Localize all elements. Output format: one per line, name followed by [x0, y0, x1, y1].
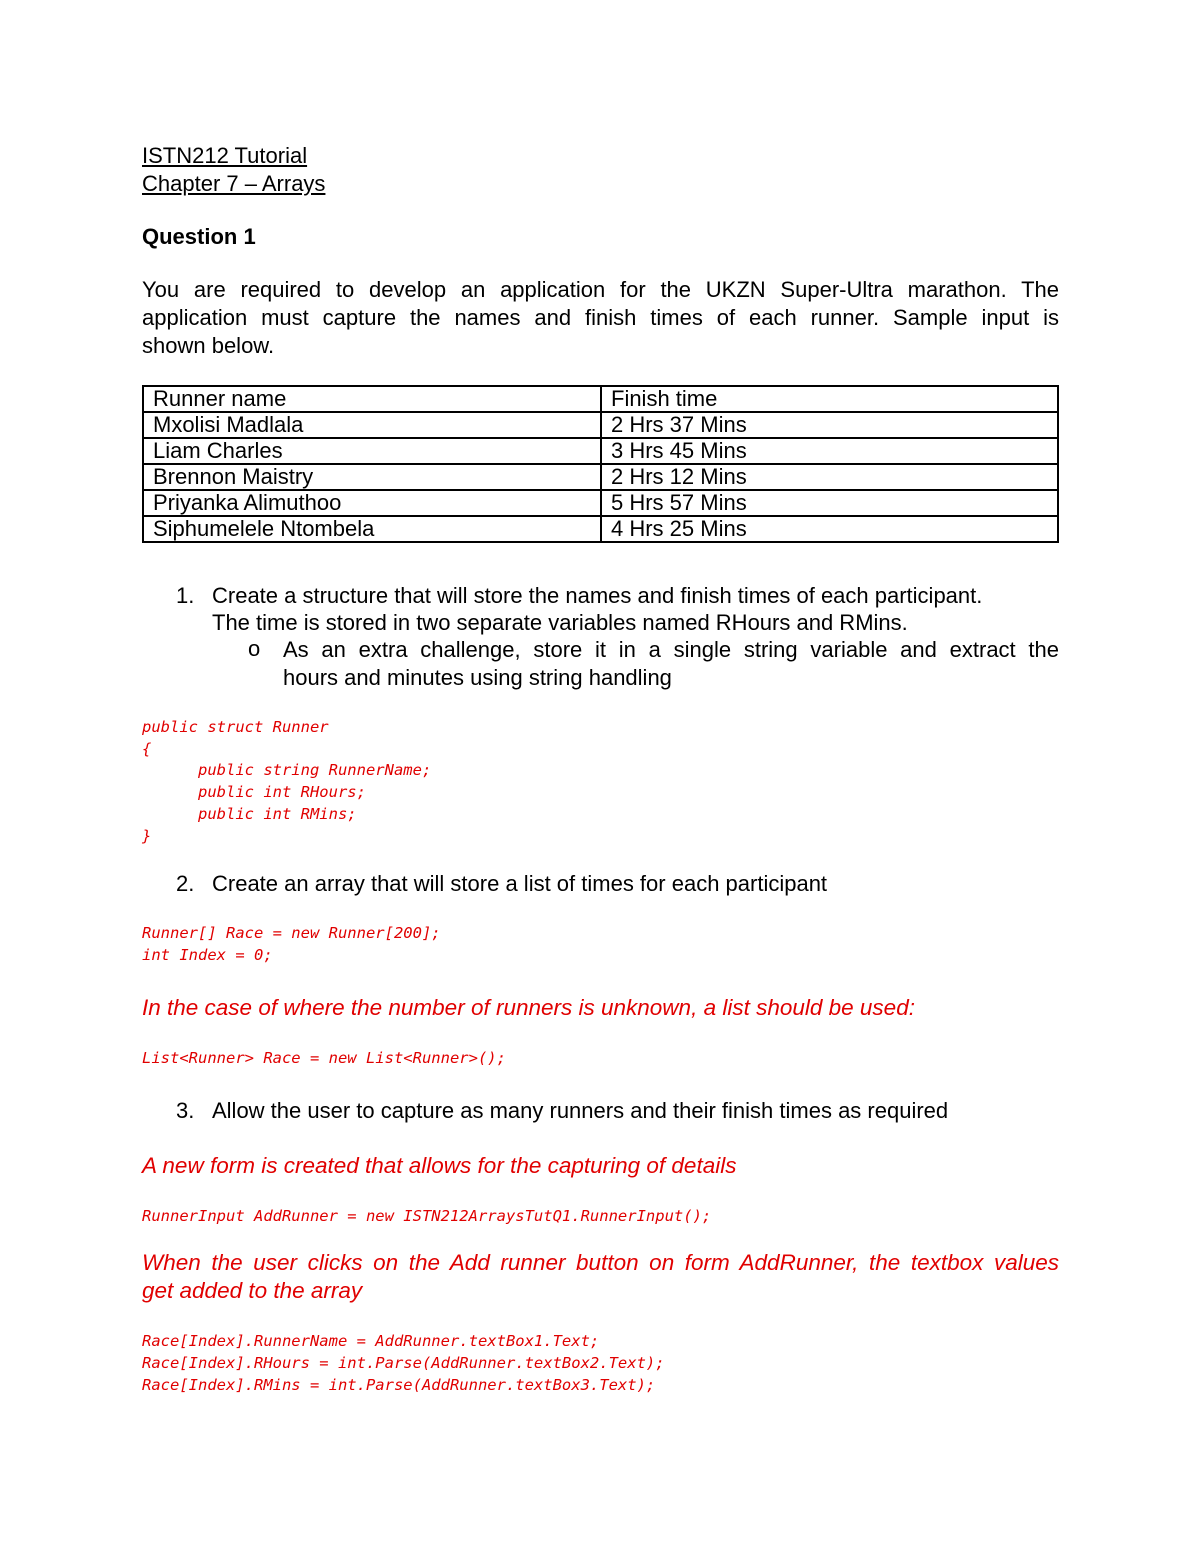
- code-line: Race[Index].RHours = int.Parse(AddRunner.textBox2.Text);: [142, 1354, 665, 1372]
- code-line: int Index = 0;: [142, 946, 273, 964]
- runner-name-cell: Siphumelele Ntombela: [143, 516, 601, 542]
- task-2-line-1: Create an array that will store a list of times for each participant: [212, 871, 828, 896]
- runner-name-cell: Mxolisi Madlala: [143, 412, 601, 438]
- task-3-line-1: Allow the user to capture as many runners and their finish times as required: [212, 1098, 949, 1123]
- intro-line-3: shown below.: [142, 333, 275, 358]
- sample-input-table: [142, 385, 1059, 543]
- code-line: Runner[] Race = new Runner[200];: [142, 924, 441, 942]
- task-number: 1.: [176, 583, 195, 608]
- code-line: }: [142, 827, 152, 845]
- code-line: {: [142, 740, 152, 758]
- code-line: public string RunnerName;: [142, 761, 432, 779]
- finish-time-cell: 5 Hrs 57 Mins: [601, 490, 1058, 516]
- runner-name-cell: Brennon Maistry: [143, 464, 601, 490]
- form-note: A new form is created that allows for the capturing of details: [142, 1153, 737, 1178]
- runner-name-cell: Liam Charles: [143, 438, 601, 464]
- code-line: public struct Runner: [142, 718, 329, 736]
- table-row: [143, 412, 1058, 438]
- table-header-cell: Runner name: [143, 386, 601, 412]
- task-1-sub-line-2: hours and minutes using string handling: [283, 665, 672, 690]
- intro-line-2: application must capture the names and finish times of each runner. Sample input is: [142, 305, 1059, 330]
- sub-bullet: o: [248, 636, 261, 661]
- code-line: Race[Index].RunnerName = AddRunner.textBox1.Text;: [142, 1332, 600, 1350]
- runner-name-cell: Priyanka Alimuthoo: [143, 490, 601, 516]
- click-note-line-2: get added to the array: [142, 1278, 363, 1303]
- table-row: [143, 490, 1058, 516]
- finish-time-cell: 3 Hrs 45 Mins: [601, 438, 1058, 464]
- finish-time-cell: 2 Hrs 37 Mins: [601, 412, 1058, 438]
- intro-line-1: You are required to develop an application for the UKZN Super-Ultra marathon. The: [142, 277, 1059, 302]
- course-title: ISTN212 Tutorial: [142, 143, 308, 168]
- table-header-cell: Finish time: [601, 386, 1058, 412]
- task-number: 3.: [176, 1098, 195, 1123]
- finish-time-cell: 2 Hrs 12 Mins: [601, 464, 1058, 490]
- code-line: public int RHours;: [142, 783, 366, 801]
- click-note-line-1: When the user clicks on the Add runner button on form AddRunner, the textbox values: [142, 1250, 1059, 1275]
- table-header-row: [143, 386, 1058, 412]
- code-line: RunnerInput AddRunner = new ISTN212ArraysTutQ1.RunnerInput();: [142, 1207, 712, 1225]
- code-line: Race[Index].RMins = int.Parse(AddRunner.textBox3.Text);: [142, 1376, 656, 1394]
- code-line: List<Runner> Race = new List<Runner>();: [142, 1049, 506, 1067]
- task-1-line-1: Create a structure that will store the names and finish times of each participant.: [212, 583, 983, 608]
- table-row: [143, 516, 1058, 542]
- task-1-sub-line-1: As an extra challenge, store it in a single string variable and extract the: [283, 637, 1059, 662]
- finish-time-cell: 4 Hrs 25 Mins: [601, 516, 1058, 542]
- question-title: Question 1: [142, 224, 256, 249]
- code-line: public int RMins;: [142, 805, 357, 823]
- table-row: [143, 438, 1058, 464]
- list-note: In the case of where the number of runners is unknown, a list should be used:: [142, 995, 915, 1020]
- task-1-line-2: The time is stored in two separate variables named RHours and RMins.: [212, 610, 908, 635]
- task-number: 2.: [176, 871, 195, 896]
- chapter-title: Chapter 7 – Arrays: [142, 171, 326, 196]
- table-row: [143, 464, 1058, 490]
